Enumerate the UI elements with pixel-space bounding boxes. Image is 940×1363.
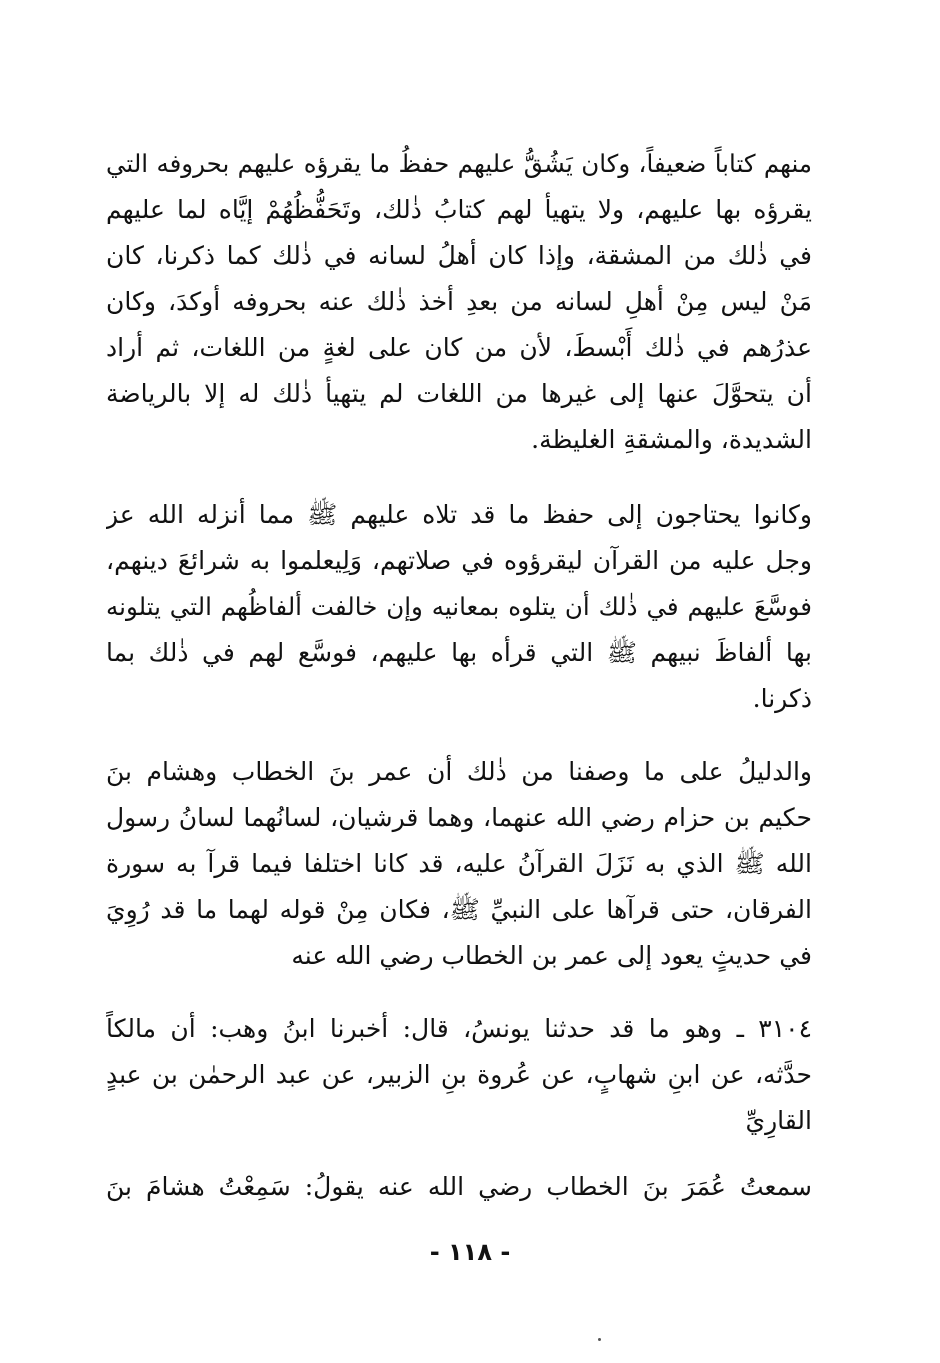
text-line: ذكرنا.: [752, 684, 812, 713]
text-line: حدَّثه، عن ابنِ شهابٍ، عن عُروة بنِ الزبير، عن عبد الرحمٰن بن عبدٍ: [106, 1060, 812, 1089]
hadith-3104-chain: [106, 1006, 812, 1144]
paragraph-1: [106, 141, 812, 463]
paragraph-3: [106, 749, 812, 979]
text-line: عذرُهم في ذٰلك أَبْسطَ، لأن من كان على لغةٍ من اللغات، ثم أراد: [106, 333, 812, 362]
text-line: مَنْ ليس مِنْ أهلِ لسانه من بعدِ أخذ ذٰلك عنه بحروفه أوكدَ، وكان: [106, 287, 812, 316]
text-line: يقرؤه بها عليهم، ولا يتهيأ لهم كتابُ ذٰلك، وتَحَفُّظُهُمْ إيَّاه لما عليهم: [106, 195, 812, 224]
text-line: في ذٰلك من المشقة، وإذا كان أهلُ لسانه في ذٰلك كما ذكرنا، كان: [106, 241, 812, 270]
paragraph-2: [106, 492, 812, 722]
page-number: - ١١٨ -: [429, 1238, 511, 1266]
hadith-3104-text: [106, 1164, 812, 1210]
text-line: الله ﷺ الذي به نَزَلَ القرآنُ عليه، قد كانا اختلفا فيما قرآ به سورة: [106, 849, 812, 878]
text-line: الفرقان، حتى قرآها على النبيِّ ﷺ، فكان مِنْ قوله لهما ما قد رُوِيَ: [106, 895, 812, 924]
text-line: والدليلُ على ما وصفنا من ذٰلك أن عمر بنَ الخطاب وهشام بنَ: [106, 757, 812, 786]
scan-speck: [598, 1338, 601, 1341]
text-line: أن يتحوَّلَ عنها إلى غيرها من اللغات لم يتهيأ ذٰلك له إلا بالرياضة: [106, 379, 812, 408]
text-line: وكانوا يحتاجون إلى حفظ ما قد تلاه عليهم ﷺ مما أنزله الله عز: [106, 500, 812, 529]
text-line: في حديثٍ يعود إلى عمر بن الخطاب رضي الله عنه: [291, 941, 812, 970]
text-line: بها ألفاظَ نبيهم ﷺ التي قرأه بها عليهم، فوسَّع لهم في ذٰلك بما: [106, 638, 812, 667]
text-line: القارِيِّ: [745, 1106, 812, 1135]
text-line: سمعتُ عُمَرَ بنَ الخطاب رضي الله عنه يقولُ: سَمِعْتُ هشامَ بنَ: [106, 1172, 812, 1201]
text-line: وجل عليه من القرآن ليقرؤوه في صلاتهم، وَلِيعلموا به شرائعَ دينهم،: [106, 546, 812, 575]
text-line: الشديدة، والمشقةِ الغليظة.: [531, 425, 812, 454]
text-line: منهم كتاباً ضعيفاً، وكان يَشُقُّ عليهم حفظُ ما يقرؤه عليهم بحروفه التي: [106, 149, 812, 178]
text-line: فوسَّعَ عليهم في ذٰلك أن يتلوه بمعانيه وإن خالفت ألفاظُهم التي يتلونه: [106, 592, 812, 621]
text-line: حكيم بن حزام رضي الله عنهما، وهما قرشيان، لسانُهما لسانُ رسول: [106, 803, 812, 832]
text-line: ٣١٠٤ ـ وهو ما قد حدثنا يونسُ، قال: أخبرنا ابنُ وهب: أن مالكاً: [106, 1014, 812, 1043]
